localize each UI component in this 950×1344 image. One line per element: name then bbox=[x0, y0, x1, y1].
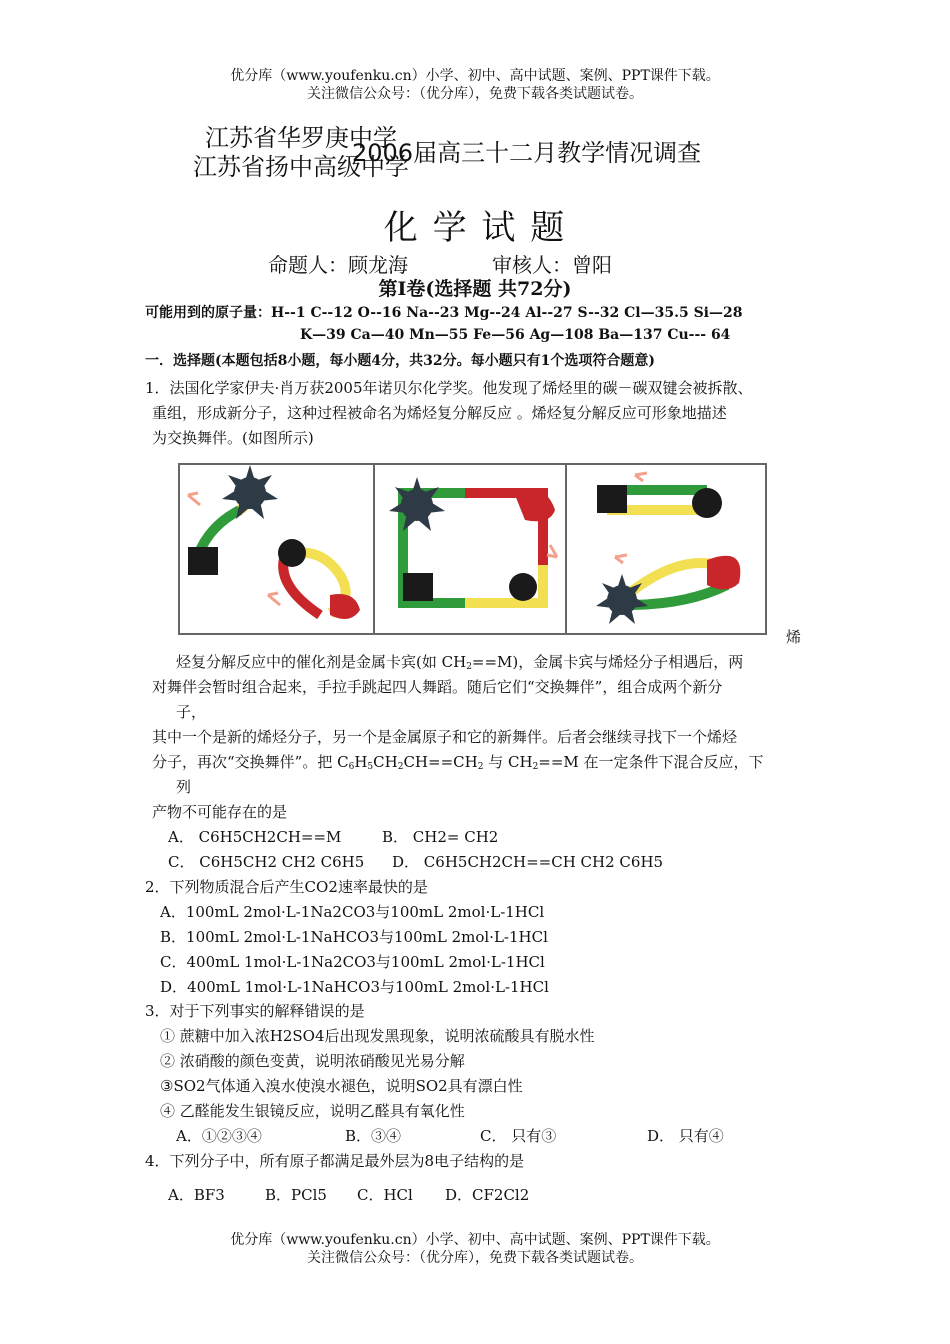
q1-line-2: 重组，形成新分子，这种过程被命名为烯烃复分解反应 。烯烃复分解反应可形象地描述 bbox=[152, 404, 727, 422]
square-atom-icon bbox=[188, 547, 218, 575]
q3-statement-2: ② 浓硝酸的颜色变黄，说明浓硝酸见光易分解 bbox=[160, 1052, 465, 1070]
q1-option-a: A． C6H5CH2CH==M bbox=[168, 828, 342, 846]
q4-option-a: A．BF3 bbox=[168, 1186, 225, 1204]
q1-para-line-6: 列 bbox=[176, 778, 192, 796]
q1-option-d: D． C6H5CH2CH==CH CH2 C6H5 bbox=[392, 853, 664, 871]
q3-option-a: A．①②③④ bbox=[176, 1127, 262, 1145]
section-heading-a: 一．选择题(本题包括8小题，每小题4分，共32分。每小题 bbox=[145, 353, 513, 369]
footer-line-1: 优分库（www.youfenku.cn）小学、初中、高中试题、案例、PPT课件下载。 bbox=[230, 1232, 720, 1248]
q1-para-line-5: 分子，再次“交换舞伴”。把 $C_6H_5CH_2CH==CH_2$ 与 $CH_2==M$ 在一定条件下混合反应，下 bbox=[152, 753, 764, 772]
circle-atom-icon bbox=[509, 573, 537, 601]
q4-stem: 4．下列分子中，所有原子都满足最外层为8电子结构的是 bbox=[145, 1152, 525, 1170]
figure-panel-3 bbox=[565, 463, 767, 635]
section-1-heading bbox=[145, 350, 655, 370]
arrow-icon bbox=[635, 473, 647, 481]
footer-line-2: 关注微信公众号：（优分库），免费下载各类试题试卷。 bbox=[307, 1250, 643, 1266]
heart-atom-icon bbox=[707, 556, 740, 590]
q1-para-line-4: 其中一个是新的烯烃分子，另一个是金属原子和它的新舞伴。后者会继续寻找下一个烯烃 bbox=[152, 728, 738, 746]
q3-stem: 3．对于下列事实的解释错误的是 bbox=[145, 1002, 365, 1020]
q3-option-c: C． 只有③ bbox=[480, 1127, 557, 1145]
square-atom-icon bbox=[403, 573, 433, 601]
q1-line-3: 为交换舞伴。(如图所示) bbox=[152, 429, 314, 447]
school-name-2: 江苏省扬中高级中学 bbox=[193, 153, 409, 181]
author-line: 命题人：顾龙海 bbox=[268, 253, 408, 277]
school-name-1: 江苏省华罗庚中学 bbox=[205, 124, 397, 152]
figure-panel-2 bbox=[373, 463, 569, 635]
q1-para-line-3: 子， bbox=[176, 703, 207, 721]
q3-statement-4: ④ 乙醛能发生银镜反应，说明乙醛具有氧化性 bbox=[160, 1102, 465, 1120]
q1-line-1: 1．法国化学家伊夫·肖万获2005年诺贝尔化学奖。他发现了烯烃里的碳－碳双键会被拆散、 bbox=[145, 379, 753, 397]
heart-atom-icon bbox=[330, 594, 360, 619]
q3-option-b: B．③④ bbox=[345, 1127, 402, 1145]
exam-title: 2006届高三十二月教学情况调查 bbox=[352, 139, 702, 167]
arrow-icon bbox=[615, 555, 627, 563]
q4-option-c: C．HCl bbox=[357, 1186, 413, 1204]
q1-tail-char: 烯 bbox=[786, 628, 802, 646]
header-line-2: 关注微信公众号：（优分库），免费下载各类试题试卷。 bbox=[307, 86, 643, 102]
section-heading-b: 选项符合题意) bbox=[564, 353, 655, 369]
atomic-masses-line-1 bbox=[145, 302, 742, 322]
atomic-masses-line-2: K—39 Ca—40 Mn—55 Fe—56 Ag—108 Ba—137 Cu--- 64 bbox=[300, 327, 731, 343]
q4-option-b: B．PCl5 bbox=[265, 1186, 327, 1204]
q2-option-a: A．100mL 2mol·L-1Na2CO3与100mL 2mol·L-1HCl bbox=[160, 903, 545, 921]
figure-panel-1 bbox=[178, 463, 377, 635]
q4-option-d: D．CF2Cl2 bbox=[445, 1186, 530, 1204]
volume-title: 第Ⅰ卷(选择题 共72分) bbox=[378, 278, 572, 300]
atomic-masses-label: 可能用到的原子量： bbox=[145, 305, 271, 321]
section-heading-emphasis: 只有1个 bbox=[512, 353, 565, 369]
circle-atom-icon bbox=[692, 488, 722, 518]
q3-statement-3: ③SO2气体通入溴水使溴水褪色，说明SO2具有漂白性 bbox=[160, 1077, 523, 1095]
q1-para-line-2: 对舞伴会暂时组合起来，手拉手跳起四人舞蹈。随后它们“交换舞伴”，组合成两个新分 bbox=[152, 678, 723, 696]
q2-option-d: D．400mL 1mol·L-1NaHCO3与100mL 2mol·L-1HCl bbox=[160, 978, 549, 996]
arrow-icon bbox=[547, 545, 557, 557]
header-line-1: 优分库（www.youfenku.cn）小学、初中、高中试题、案例、PPT课件下载。 bbox=[230, 68, 720, 84]
q2-stem: 2．下列物质混合后产生CO2速率最快的是 bbox=[145, 878, 428, 896]
q1-para-line-7: 产物不可能存在的是 bbox=[152, 803, 288, 821]
q3-statement-1: ① 蔗糖中加入浓H2SO4后出现发黑现象，说明浓硫酸具有脱水性 bbox=[160, 1027, 595, 1045]
square-atom-icon bbox=[597, 485, 627, 513]
arrow-icon bbox=[268, 593, 280, 605]
q1-option-c: C． C6H5CH2 CH2 C6H5 bbox=[168, 853, 365, 871]
q1-option-b: B． CH2= CH2 bbox=[382, 828, 499, 846]
arrow-icon bbox=[188, 493, 200, 505]
q3-option-d: D． 只有④ bbox=[647, 1127, 724, 1145]
circle-atom-icon bbox=[278, 539, 306, 567]
subject-title: 化 学 试 题 bbox=[383, 208, 567, 248]
heart-atom-icon bbox=[515, 490, 555, 521]
q2-option-b: B．100mL 2mol·L-1NaHCO3与100mL 2mol·L-1HCl bbox=[160, 928, 548, 946]
atomic-masses-values-1: H--1 C--12 O--16 Na--23 Mg--24 Al--27 S--32 Cl—35.5 Si—28 bbox=[271, 305, 743, 321]
reviewer-line: 审核人：曾阳 bbox=[492, 253, 612, 277]
star-atom-icon bbox=[389, 477, 445, 531]
q1-para-line-1: 烃复分解反应中的催化剂是金属卡宾(如 $CH_2==M$)，金属卡宾与烯烃分子相遇后，两 bbox=[176, 653, 744, 672]
q2-option-c: C．400mL 1mol·L-1Na2CO3与100mL 2mol·L-1HCl bbox=[160, 953, 545, 971]
q3-stem-emphasis: 错误 bbox=[304, 1002, 335, 1020]
